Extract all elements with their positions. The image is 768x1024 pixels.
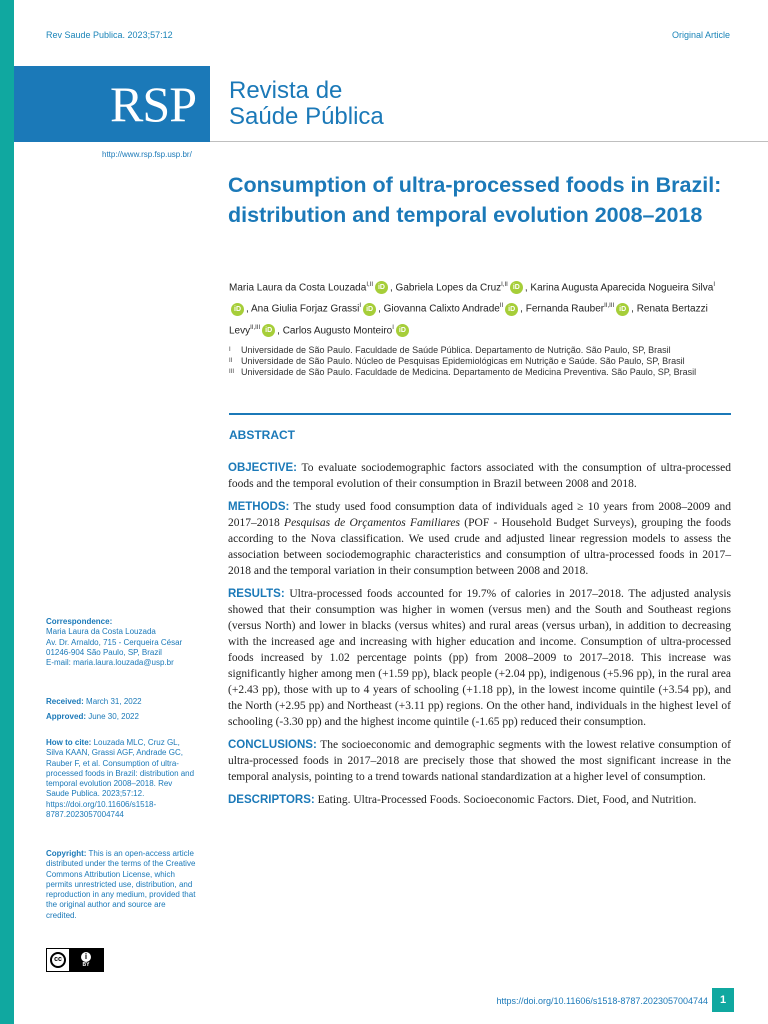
affiliation-item: [229, 356, 719, 367]
author-affiliation-marker: I,II: [501, 282, 508, 288]
affiliation-number: III: [229, 369, 235, 375]
orcid-icon[interactable]: iD: [363, 303, 376, 316]
cc-icon-wrap: [47, 949, 69, 971]
author-name: Karina Augusta Aparecida Nogueira Silva: [530, 282, 714, 294]
how-to-cite-block: [46, 738, 196, 820]
journal-url-link[interactable]: http://www.rsp.fsp.usp.br/: [102, 150, 192, 159]
author-separator: ,: [520, 303, 526, 315]
author-separator: ,: [389, 282, 396, 294]
cite-text: Louzada MLC, Cruz GL, Silva KAAN, Grassi AGF, Andrade GC, Rauber F, et al. Consumption of ultra-processed foods in Brazil: distribution and temporal evolution 2008–2018. Rev Saude Publica. 2023;57:12. https://doi.org/10.11606/s1518-8787.2023057004744: [46, 738, 195, 820]
abstract-descriptors: [228, 792, 731, 808]
affiliation-number: I: [229, 347, 231, 353]
abstract-divider: [229, 413, 731, 415]
affiliation-item: [229, 345, 719, 356]
correspondence-block: [46, 617, 196, 668]
by-label: BY: [82, 962, 90, 968]
orcid-icon[interactable]: iD: [396, 324, 409, 337]
approved-label: Approved:: [46, 712, 86, 721]
author-separator: ,: [524, 282, 531, 294]
by-icon-wrap: [69, 949, 103, 971]
approved-date: June 30, 2022: [88, 712, 139, 721]
author-affiliation-marker: I: [713, 282, 715, 288]
page-number: 1: [712, 988, 734, 1012]
cc-icon: cc: [50, 952, 66, 968]
author-name: Giovanna Calixto Andrade: [383, 303, 500, 315]
cc-by-license-badge[interactable]: [46, 948, 104, 972]
author-affiliation-marker: II: [499, 303, 504, 310]
orcid-icon[interactable]: iD: [616, 303, 629, 316]
affiliation-item: [229, 367, 719, 378]
author-name: Ana Giulia Forjaz Grassi: [251, 303, 360, 315]
correspondence-line: Av. Dr. Arnaldo, 715 - Cerqueira César: [46, 637, 183, 647]
article-type-label: Original Article: [671, 30, 730, 40]
affiliation-text: Universidade de São Paulo. Núcleo de Pesquisas Epidemiológicas em Nutrição e Saúde. São Paulo, SP, Brasil: [241, 356, 685, 366]
correspondence-email[interactable]: E-mail: maria.laura.louzada@usp.br: [46, 658, 174, 668]
author-affiliation-marker: II,III: [604, 303, 615, 310]
received-date: March 31, 2022: [86, 697, 142, 706]
correspondence-line: Maria Laura da Costa Louzada: [46, 627, 156, 637]
journal-name: [229, 78, 384, 130]
affiliation-text: Universidade de São Paulo. Faculdade de Medicina. Departamento de Medicina Preventiva. São Paulo, SP, Brasil: [241, 367, 697, 377]
journal-name-line-2: Saúde Pública: [229, 103, 384, 130]
author-separator: ,: [246, 303, 252, 315]
author-affiliation-marker: I: [359, 303, 362, 310]
author-name: Renata Bertazzi Levy: [229, 303, 708, 336]
received-block: [46, 697, 196, 707]
orcid-icon[interactable]: iD: [375, 281, 388, 294]
copyright-text: This is an open-access article distributed under the terms of the Creative Commons Attribution License, which permits unrestricted use, distribution, and reproduction in any medium, provided that the original author and source are credited.: [46, 849, 196, 920]
methods-text-italic: Pesquisas de Orçamentos Familiares: [284, 517, 461, 529]
abstract-objective: [228, 460, 731, 492]
results-label: RESULTS:: [228, 588, 285, 600]
orcid-icon[interactable]: iD: [262, 324, 275, 337]
author-separator: ,: [277, 324, 283, 336]
footer-doi-link[interactable]: https://doi.org/10.11606/s1518-8787.2023057004744: [496, 996, 708, 1006]
orcid-icon[interactable]: iD: [231, 303, 244, 316]
methods-text-a: The study used food consumption data of individuals aged ≥ 10 years from 2008–2009 and 2017–2018: [228, 501, 731, 529]
author-name: Maria Laura da Costa Louzada: [229, 282, 367, 294]
article-title: Consumption of ultra-processed foods in Brazil: distribution and temporal evolution 2008–2018: [228, 173, 722, 227]
orcid-icon[interactable]: iD: [505, 303, 518, 316]
left-accent-stripe: [0, 0, 14, 1024]
running-head-citation: Rev Saude Publica. 2023;57:12: [46, 30, 173, 40]
header-divider: [210, 141, 768, 142]
orcid-icon[interactable]: iD: [510, 281, 523, 294]
received-label: Received:: [46, 697, 84, 706]
author-separator: ,: [631, 303, 637, 315]
results-text: Ultra-processed foods accounted for 19.7% of calories in 2017–2018. The adjusted analysis showed that their consumption was higher in women (versus men) and the South and Southeast regions (versus North) and lower in blacks (versus whites) and rural areas (versus urban), in addition to decreasing with the increased age and increasing with higher education and income. Consumption of ultra-processed foods increased by 1.02 percentage points (pp) from 2008–2009 to 2017–2018. This increase was significantly higher among men (+1.59 pp), black people (+2.04 pp), indigenous (+5.96 pp), in the rural area (+2.43 pp), those with up to 4 years of schooling (+1.18 pp), in the lowest income quintile (+3.54 pp), and the North (+2.95 pp) and Northeast (+3.11 pp) regions. On the other hand, individuals in the highest level of schooling (-3.30 pp) and the highest income quintile (-1.65 pp) reduced their consumption.: [228, 588, 731, 728]
author-separator: ,: [378, 303, 384, 315]
author-name: Fernanda Rauber: [525, 303, 605, 315]
descriptors-label: DESCRIPTORS:: [228, 794, 315, 806]
journal-logo: RSP: [14, 66, 210, 142]
correspondence-label: Correspondence:: [46, 617, 113, 626]
abstract-heading: ABSTRACT: [229, 428, 295, 442]
objective-label: OBJECTIVE:: [228, 462, 298, 474]
attribution-person-icon: i: [81, 952, 91, 962]
journal-name-line-1: Revista de: [229, 77, 343, 104]
author-name: Carlos Augusto Monteiro: [282, 324, 393, 336]
author-affiliation-marker: I: [392, 324, 394, 331]
copyright-label: Copyright:: [46, 849, 87, 858]
affiliation-list: [229, 345, 719, 378]
conclusions-text: The socioeconomic and demographic segments with the lowest relative consumption of ultra-processed foods in 2017–2018 are precisely those that showed the most significant increase in the temporal analysis, pointing to a trend towards national standardization at a higher level of consumption.: [228, 739, 731, 783]
author-name: Gabriela Lopes da Cruz: [395, 282, 502, 294]
conclusions-label: CONCLUSIONS:: [228, 739, 317, 751]
objective-text: To evaluate sociodemographic factors associated with the consumption of ultra-processed foods and the temporal evolution of their consumption in Brazil between 2008 and 2018.: [228, 462, 731, 490]
author-list: [229, 276, 729, 340]
methods-label: METHODS:: [228, 501, 290, 513]
descriptors-text: Eating. Ultra-Processed Foods. Socioeconomic Factors. Diet, Food, and Nutrition.: [317, 794, 697, 806]
copyright-block: [46, 849, 196, 921]
approved-block: [46, 712, 196, 722]
cite-label: How to cite:: [46, 738, 92, 747]
affiliation-text: Universidade de São Paulo. Faculdade de Saúde Pública. Departamento de Nutrição. São Paulo, SP, Brasil: [241, 345, 671, 355]
affiliation-number: II: [229, 358, 233, 364]
abstract-results: [228, 586, 731, 730]
abstract-conclusions: [228, 737, 731, 785]
abstract-methods: [228, 499, 731, 579]
methods-text-b: (POF - Household Budget Surveys), grouping the foods according to the Nova classification. We used crude and adjusted linear regression models to assess the association between sociodemographic characteristics and consumption of ultra-processed foods in 2017–2018 and the temporal variation in their consumption between 2008 and 2018.: [228, 517, 731, 577]
author-affiliation-marker: I,II: [366, 282, 373, 288]
abstract-body: [228, 460, 731, 815]
correspondence-line: 01246-904 São Paulo, SP, Brazil: [46, 647, 162, 657]
author-affiliation-marker: II,III: [250, 324, 261, 331]
